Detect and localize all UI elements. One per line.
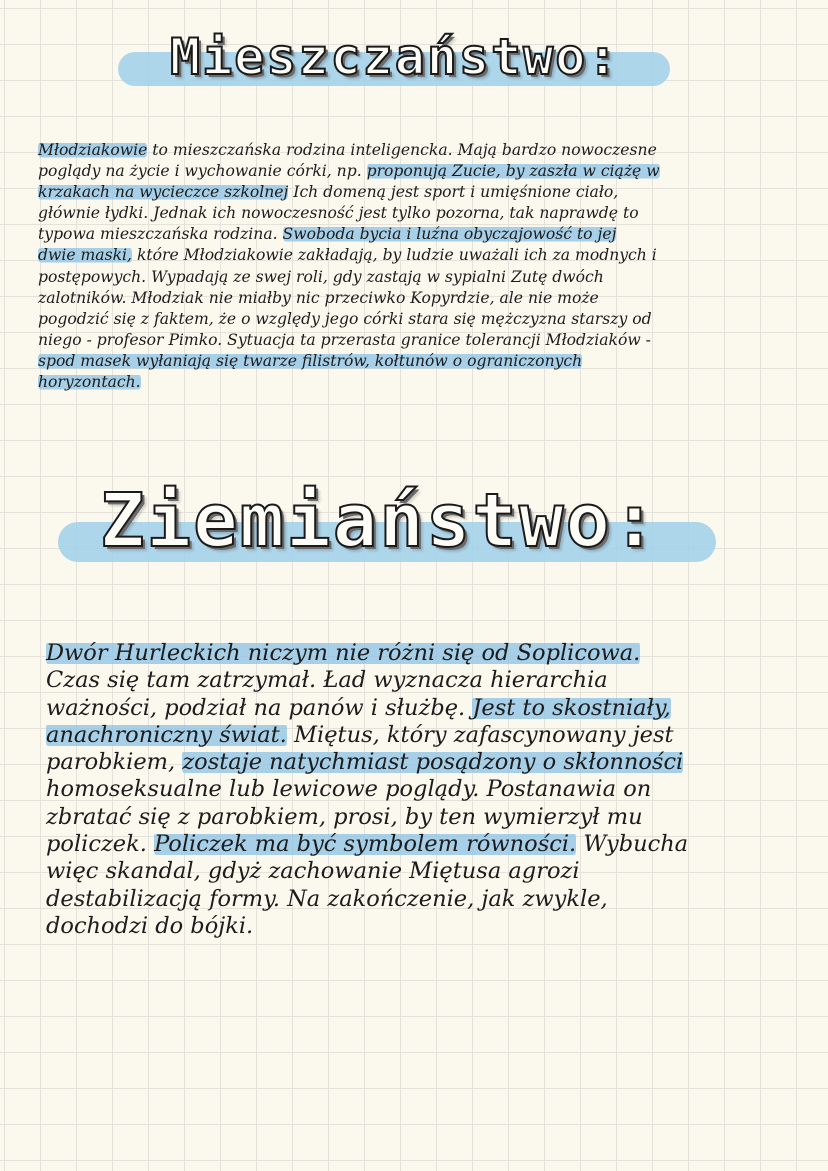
highlighted-text: horyzontach. xyxy=(38,373,141,392)
text-line xyxy=(38,182,808,203)
text-line xyxy=(38,351,808,372)
text-line xyxy=(46,695,806,722)
text-segment: typowa mieszczańska rodzina. xyxy=(38,225,283,244)
text-line xyxy=(38,161,808,182)
text-line xyxy=(46,886,806,913)
highlighted-text: proponują Zucie, by zaszła w ciążę w xyxy=(366,162,660,181)
highlighted-text: Dwór Hurleckich niczym nie różni się od Soplicowa. xyxy=(46,640,641,666)
text-segment: to mieszczańska rodzina inteligencka. Mają bardzo nowoczesne xyxy=(147,141,657,159)
text-segment: zbratać się z parobkiem, prosi, by ten wymierzył mu xyxy=(46,803,643,830)
text-line xyxy=(46,831,806,858)
text-segment: destabilizacją formy. Na zakończenie, jak zwykle, xyxy=(46,885,608,912)
text-segment: ważności, podział na panów i służbę. xyxy=(46,694,473,721)
paragraph-mieszczanstwo xyxy=(38,140,808,393)
text-line xyxy=(38,245,808,266)
highlighted-text: spod masek wyłaniają się twarze filistrów, kołtunów o ograniczonych xyxy=(38,351,583,370)
text-segment: policzek. xyxy=(46,831,155,858)
text-line xyxy=(46,640,806,667)
text-segment: głównie łydki. Jednak ich nowoczesność jest tylko pozorna, tak naprawdę to xyxy=(38,204,639,223)
text-segment: Wybucha xyxy=(576,831,689,858)
text-line xyxy=(46,749,806,776)
highlighted-text: zostaje natychmiast posądzony o skłonności xyxy=(182,749,684,776)
text-line xyxy=(38,224,808,245)
text-segment: zalotników. Młodziak nie miałby nic przeciwko Kopyrdzie, ale nie może xyxy=(38,288,599,307)
text-line xyxy=(38,140,808,161)
text-segment: pogodzić się z faktem, że o względy jego córki stara się mężczyzna starszy od xyxy=(38,309,652,328)
text-line xyxy=(38,203,808,224)
text-line xyxy=(46,776,806,803)
highlighted-text: anachroniczny świat. xyxy=(46,721,287,748)
highlighted-text: Młodziakowie xyxy=(38,141,148,159)
text-segment: które Młodziakowie zakładają, by ludzie uważali ich za modnych i xyxy=(131,246,657,265)
text-line xyxy=(46,913,806,940)
text-line xyxy=(38,267,808,288)
text-segment: postępowych. Wypadają ze swej roli, gdy zastają w sypialni Zutę dwóch xyxy=(38,267,604,286)
text-line xyxy=(38,330,808,351)
text-line xyxy=(38,309,808,330)
text-segment: Miętus, który zafascynowany jest xyxy=(286,721,674,748)
highlighted-text: Policzek ma być symbolem równości. xyxy=(154,831,577,858)
text-segment: niego - profesor Pimko. Sytuacja ta przerasta granice tolerancji Młodziaków - xyxy=(38,330,651,349)
highlighted-text: Swoboda bycia i luźna obyczajowość to jej xyxy=(282,225,617,244)
text-line xyxy=(46,667,806,694)
text-line xyxy=(46,858,806,885)
text-segment: Czas się tam zatrzymał. Ład wyznacza hierarchia xyxy=(46,667,608,694)
heading-ziemianstwo: Ziemiaństwo: xyxy=(100,478,659,564)
text-line xyxy=(38,372,808,393)
text-segment: homoseksualne lub lewicowe poglądy. Postanawia on xyxy=(46,776,652,803)
paragraph-ziemianstwo xyxy=(46,640,806,940)
heading-mieszczanstwo: Mieszczaństwo: xyxy=(170,28,620,86)
text-segment: Ich domeną jest sport i umięśnione ciało, xyxy=(288,183,619,202)
text-segment: dochodzi do bójki. xyxy=(46,912,254,939)
text-line xyxy=(38,288,808,309)
text-segment: poglądy na życie i wychowanie córki, np. xyxy=(38,162,367,181)
highlighted-text: dwie maski, xyxy=(38,246,132,265)
text-segment: więc skandal, gdyż zachowanie Miętusa agrozi xyxy=(46,858,580,885)
text-line xyxy=(46,804,806,831)
text-segment: parobkiem, xyxy=(46,749,183,776)
highlighted-text: Jest to skostniały, xyxy=(472,694,671,721)
highlighted-text: krzakach na wycieczce szkolnej xyxy=(38,183,289,202)
text-line xyxy=(46,722,806,749)
